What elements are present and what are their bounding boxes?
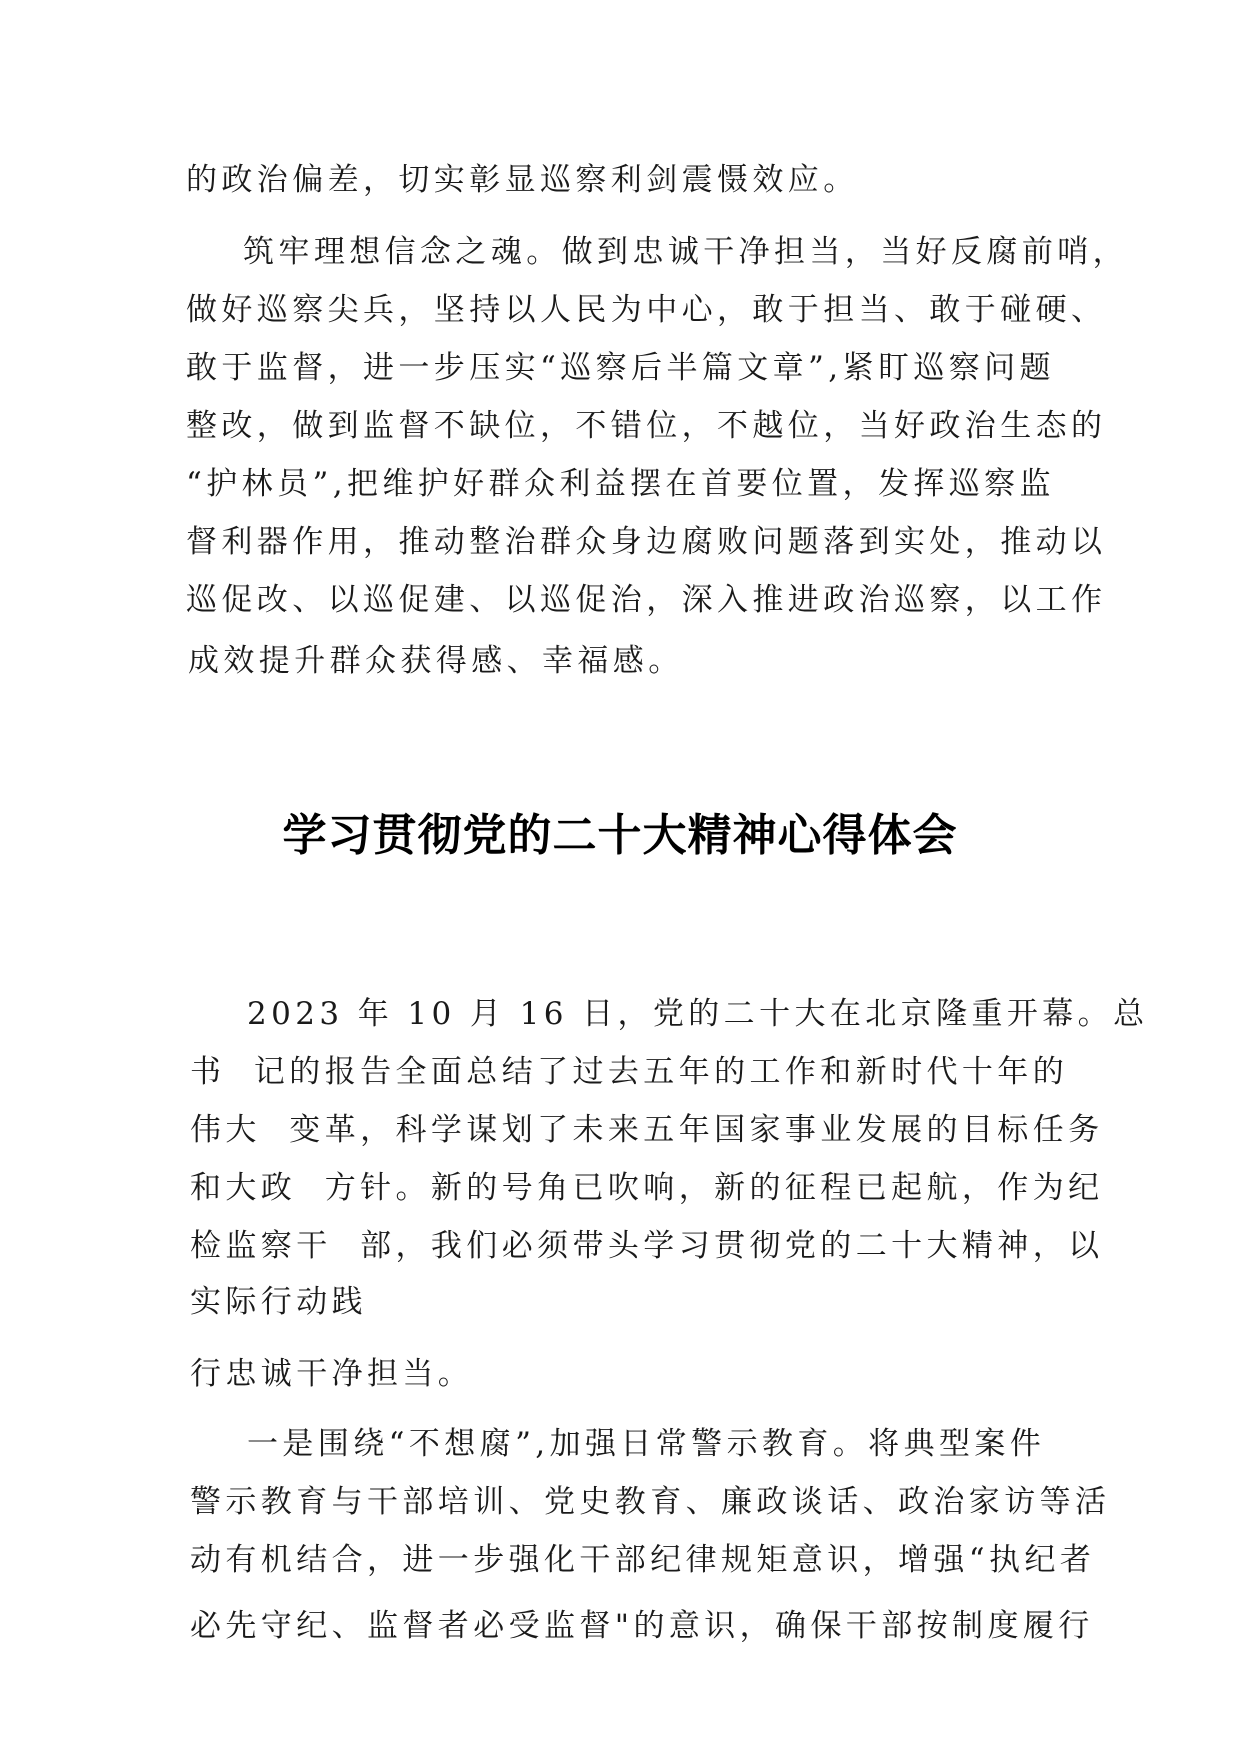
body-line: 必先守纪、监督者必受监督"的意识，确保干部按制度履行 <box>190 1608 1094 1644</box>
body-line: “护林员”,把维护好群众利益摆在首要位置，发挥巡察监 <box>186 466 1055 502</box>
body-line: 检监察干 部，我们必须带头学习贯彻党的二十大精神，以 <box>190 1228 1104 1264</box>
body-line: 书 记的报告全面总结了过去五年的工作和新时代十年的 <box>190 1054 1069 1090</box>
body-line: 2023 年 10 月 16 日，党的二十大在北京隆重开幕。总 <box>190 996 1149 1032</box>
body-line: 的政治偏差，切实彰显巡察利剑震慑效应。 <box>186 162 859 198</box>
body-line: 督利器作用，推动整治群众身边腐败问题落到实处，推动以 <box>186 524 1107 560</box>
article-title: 学习贯彻党的二十大精神心得体会 <box>282 810 958 861</box>
body-line: 巡促改、以巡促建、以巡促治，深入推进政治巡察，以工作 <box>186 582 1107 618</box>
body-line: 一是围绕“不想腐”,加强日常警示教育。将典型案件 <box>190 1426 1046 1462</box>
body-line: 筑牢理想信念之魂。做到忠诚干净担当，当好反腐前哨， <box>186 234 1129 270</box>
body-line: 伟大 变革，科学谋划了未来五年国家事业发展的目标任务 <box>190 1112 1104 1148</box>
body-line: 做好巡察尖兵，坚持以人民为中心，敢于担当、敢于碰硬、 <box>186 292 1107 328</box>
body-line: 成效提升群众获得感、幸福感。 <box>188 643 684 679</box>
body-line: 和大政 方针。新的号角已吹响，新的征程已起航，作为纪 <box>190 1170 1104 1206</box>
body-line: 实际行动践 <box>190 1284 367 1320</box>
body-line: 行忠诚干净担当。 <box>190 1356 474 1392</box>
body-line: 敢于监督，进一步压实“巡察后半篇文章”,紧盯巡察问题 <box>186 350 1055 386</box>
body-line: 警示教育与干部培训、党史教育、廉政谈话、政治家访等活 <box>190 1484 1111 1520</box>
body-line: 动有机结合，进一步强化干部纪律规矩意识，增强“执纪者 <box>190 1542 1096 1578</box>
body-line: 整改，做到监督不缺位，不错位，不越位，当好政治生态的 <box>186 408 1107 444</box>
